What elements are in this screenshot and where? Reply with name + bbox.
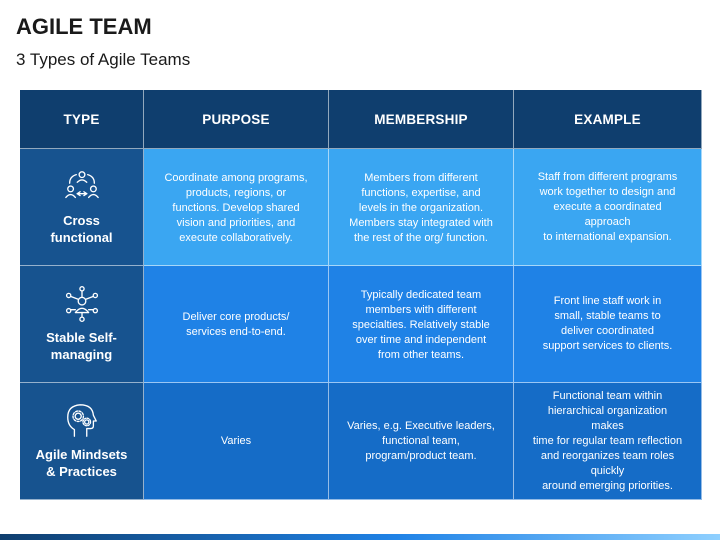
membership-cell: Varies, e.g. Executive leaders, functional team, program/product team. xyxy=(329,383,514,500)
network-team-icon xyxy=(63,285,101,323)
agile-team-table xyxy=(20,90,702,500)
type-cell-agile-mindsets xyxy=(20,383,144,500)
membership-cell: Typically dedicated team members with different specialties. Relatively stable over time and independent from other teams. xyxy=(329,266,514,383)
type-label: Agile Mindsets & Practices xyxy=(35,447,128,479)
type-cell-stable-self-managing xyxy=(20,266,144,383)
column-header-example: EXAMPLE xyxy=(514,90,702,149)
page-title: AGILE TEAM xyxy=(16,14,152,39)
page-subtitle: 3 Types of Agile Teams xyxy=(16,50,191,69)
column-header-purpose: PURPOSE xyxy=(144,90,329,149)
type-cell-cross-functional xyxy=(20,149,144,266)
head-gears-icon xyxy=(63,402,101,440)
purpose-cell: Deliver core products/ services end-to-end. xyxy=(144,266,329,383)
example-cell: Front line staff work in small, stable teams to deliver coordinated support services to clients. xyxy=(514,266,702,383)
cross-functional-team-icon xyxy=(63,168,101,206)
type-label: Stable Self- managing xyxy=(46,330,117,362)
example-cell: Staff from different programs work together to design and execute a coordinated approach to international expansion. xyxy=(514,149,702,266)
purpose-cell: Varies xyxy=(144,383,329,500)
column-header-type: TYPE xyxy=(20,90,144,149)
membership-cell: Members from different functions, expertise, and levels in the organization. Members stay integrated with the rest of the org/ function. xyxy=(329,149,514,266)
purpose-cell: Coordinate among programs, products, regions, or functions. Develop shared vision and priorities, and execute collaboratively. xyxy=(144,149,329,266)
footer-accent-bar xyxy=(0,534,720,540)
type-label: Cross functional xyxy=(50,213,113,245)
example-cell: Functional team within hierarchical organization makes time for regular team reflection and reorganizes team roles quickly around emerging priorities. xyxy=(514,383,702,500)
column-header-membership: MEMBERSHIP xyxy=(329,90,514,149)
